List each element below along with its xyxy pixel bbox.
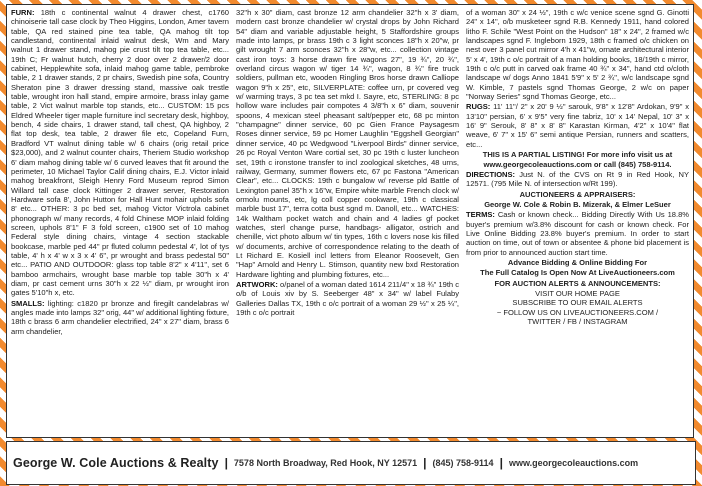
company-website: www.georgecoleauctions.com	[508, 458, 639, 468]
directions-section	[466, 170, 689, 189]
auctioneers-names: George W. Cole & Robin B. Mizerak, & Elmer LeSuer	[484, 199, 671, 209]
listing-columns	[11, 8, 689, 434]
rugs-heading: RUGS:	[466, 102, 491, 112]
partial-listing-text: THIS IS A PARTIAL LISTING! For more info visit us at www.georgecoleauctions.com or call (845) 758-9114.	[482, 150, 673, 169]
company-address: 7578 North Broadway, Red Hook, NY 12571	[233, 458, 418, 468]
artwork-heading: ARTWORK:	[236, 279, 278, 289]
advance-bidding-line-2: The Full Catalog Is Open Now At LiveAuctioneers.com	[480, 268, 675, 278]
advance-bidding-line-1: Advance Bidding & Online Bidding For	[507, 257, 648, 267]
alerts-line-social: TWITTER / FB / INSTAGRAM	[527, 317, 628, 326]
directions-heading: DIRECTIONS:	[466, 169, 516, 179]
column-2	[236, 8, 459, 434]
furniture-section	[11, 8, 229, 298]
furniture-text: 18th c continental walnut 4 drawer chest, c1760 chinoiserie tall case clock by Theo Higgins, London, Amer tavern table, QA red stained pine tea table, QA mahog tilt top candlestand, continental inlaid walnut desk, Wm and Mary walnut 1 drawer stand, mahog pie crust tilt top tea table, etc... 19th C; Fr walnut hutch, cherry 2 door over 2 drawer/2 door cabinet, Hepplewhite sofa, inlaid mahog game table, pembroke table, 2 1 drawer stands, 2 pr chairs, Swedish pine sofa, Country Sheraton pine 3 drawer dressing stand, massive oak trestle table, wrought iron hall stand, empire armoire, brass inlay game table, 2 Vict walnut marble top stands, etc... CUSTOM: 15 pcs Eldred Wheeler tiger maple furniture incl secretary desk, highboy, bench, 4 side chairs, 1 drawer stand, tall chest, QA highboy, 2 flat top desk, tea table, 2 drawer file etc, Copeland Furn, Bradford VT walnut dining table w/ 6 chairs (orig retail price $23,000), and 2 walnut counter chairs, Theriem Studio workshop 6' diam mahog dining table w/ 6 curved leaves that fit around the perimeter, 10 Michael Taylor Calif dining chairs, E.J. Victor inlaid mahog breakfront, Sleigh Henry Ford Museum reprod Simon Willard tall case clock Kittinger 2 drawer server, Restoration Hardware sofa 8', John Hutton for Hall Hunt mohair uphols sofa 8' etc... OTHER: 3 pc bed set, mahog Victor Victrola cabinet phonograph w/ many records, 4 fold Chinese MOP inlaid folding screen, uphols 8'1" F 3 fold screen, c1900 set of 10 mahog Federal style dining chairs, vintage 4 section stackable bookcase, marble ped 44" pr fluted column pedestal 4', lot of tys table, 4' h x 4' w x 3 x 4' 6", pr wrought and brass pedestal 50" etc... PATIO AND OUTDOOR: glass top table 8'2" x 4'11", set 6 bamboo armchairs, wrought base marble top table 30"h x 4' diam, pr cast cement urns 30"h x 22 ½" diam, pr wrought iron gates 5'10"h x, etc.	[11, 8, 229, 298]
smalls-text: lighting: c1820 pr bronze and firegilt candelabras w/ angles made into lamps 32" orig, 44" w/ additional lighting fixture, 18th c brass 6 arm chandelier electrified, 24" x 27" diam, brass 6 arm chandelier,	[11, 298, 229, 336]
footer-banner	[6, 441, 696, 485]
company-name: George W. Cole Auctions & Realty	[13, 456, 219, 470]
company-phone: (845) 758-9114	[432, 458, 494, 468]
alerts-line-email: SUBSCRIBE TO OUR EMAIL ALERTS	[512, 298, 643, 308]
separator: |	[423, 456, 427, 470]
terms-text: Cash or known check... Bidding Directly With Us 18.8% buyer's premium w/3.8% discount for cash or known check. For Live Online Bidding 23.8% buyer's premium. In order to start auction on time, out of town or absentee & phone bid placement is from prior to announced auction start time.	[466, 210, 689, 257]
separator: |	[499, 456, 503, 470]
ad-body	[6, 4, 694, 438]
artwork-section	[236, 280, 459, 317]
rugs-text: 11' 11"/ 2" x 20' 9 ½" sarouk, 9'8" x 12'8" Ardokan, 9'9" x 13'10" persian, 6' x 9'5" very fine tabriz, 10' x 14' Nepal, 10' 3" x 16' 9" Serouk, 8' 8" x 8' 8" Karastan Kirman, 4'2" x 10'4" flat weave, 6' 7" x 15' 6" semi antique Persian, runners and scatters, etc...	[466, 102, 689, 149]
terms-section	[466, 210, 689, 257]
column-3	[466, 8, 689, 434]
separator: |	[224, 456, 228, 470]
smalls-continued-text: 32"h x 30" diam, cast bronze 12 arm chandelier 32"h x 3' diam, modern cast bronze chandelier w/ crystal drops by John Richard 54" diam and variable adjustable height, 5 Staffordshire groups made into lamps, pr brass 19th c 3 light sconces 18"h x 20"w, pr gilt wrought 7 arm sconces 32"h x 28"w, etc... collection vintage cast iron toys: 3 horse drawn fire wagons 27", 19 ¾", 20 ¾", overland circus wagon w/ tiger 14 ¾", wagon, 8 ¾" fire truck soldiers, pullman etc, wooden Ringling Bros horse drawn Calliope wagon 9"h x 25", etc, SILVERPLATE: coffee urn, pr covered veg w/ warming trays, 3 pc tea set mkd I. Sayre, etc, STERLING: 8 pc hollow ware includes pair compotes 4 3/8"h x 6" diam, souvenir spoons, 4 mexican steel pheasant salt/pepper etc, 68 pc minton "champagne" dinner service, 60 pc Gien France Paysagesm Roses dinner service, 59 pc Homer Laughlin "Eggshell Georgian" dinner service, 40 pc Wedgwood "Liverpool Birds" dinner service, 26 pc Royal Venton Ware cortial set, 30 pc 19th c luster luncheon set, 19th c ironstone transfer to incl zoological sketches, 48 urns, railway, Germany, summer flowers etc, 67 pc Fastona "American Clear", etc... CLOCKS: 19th c bungalow w/ reverse pld Battle of Lexington panel 35"h x 16"w, Empire white marble French clock w/ ormolu mounts, etc, lg coll copper cookware, 19th c classical marble bust 17", terra cotta bust sgnd m. Danoll, etc... WATCHES: 14k Waltham pocket watch and chain and 4 ladies gf pocket watches, sterl change purse, handbags- alligator, ostrich and chenille, vict photo album w/ tin types, 16th c lovers nose kis filled w/ documents, archive of correspondence relating to the death of Lt Richard E. Kosiell incl letters from Eleanor Roosevelt, Gen "Hap" Arnold and Henry L. Stimson, quantity new bxd Restoration Hardware lighting and plumbing fixtures, etc...	[236, 8, 459, 279]
furniture-heading: FURN:	[11, 8, 35, 17]
terms-heading: TERMS:	[466, 210, 495, 220]
alerts-line-home-page: VISIT OUR HOME PAGE	[535, 288, 620, 298]
rugs-section	[466, 102, 689, 149]
directions-text: Just N. of the CVS on Rt 9 in Red Hook, NY 12571. (795 Mile N. of intersection w/Rt 199).	[466, 169, 689, 189]
smalls-heading: SMALLS:	[11, 298, 45, 308]
auctioneers-heading: AUCTIONEERS & APPRAISERS:	[519, 189, 636, 199]
footer-bar	[7, 442, 701, 484]
alerts-heading: FOR AUCTION ALERTS & ANNOUNCEMENTS:	[494, 278, 661, 288]
smalls-section	[11, 299, 229, 336]
partial-listing-note	[466, 150, 689, 169]
column-1	[11, 8, 229, 434]
artwork-text: o/panel of a woman dated 1614 211/4" x 18 ¾" 19th c o/b of Louis xiv by S. Seeberger 48" x 34" w/ label Fulaby Galleries Dallas TX, 19th c o/c portrait of a woman 29 ½" x 25 ¼", 19th c o/c portrait	[236, 279, 459, 317]
artwork-continued-text: of a woman 30" x 24 ½", 19th c w/c venice scene sgnd G. Ginotti 24" x 14", o/b musketeer sgnd R.B. Kennedy 1911, hand colored litho F. Schile "West Point on the Hudson" 18" x 24", 2 framed w/c landscapes sgnd F. Ingleborn 1929, 18th c framed o/c chicken on nest over 3 panel cut mirror 4'h x 41"w, ornate architectural interior 5' x 4', 19th c o/c portrait of a man holding books, 18/19th c mirror, 19th c o/c putt in carved oak frame 40 ¾" x 34", hand ctd o/cloth landscape w/ dogs Anno 1841 5'9" x 5' 2 ¾", w/c landscape sgnd W. Kimble, 7 pastels sgnd Thomas George, 2 w/c on paper "Norway Series" sgnd Thomas George, etc...	[466, 8, 689, 102]
alerts-line-liveauctioneers: ~ FOLLOW US ON LIVEAUCTIONEERS.COM /	[496, 307, 659, 317]
